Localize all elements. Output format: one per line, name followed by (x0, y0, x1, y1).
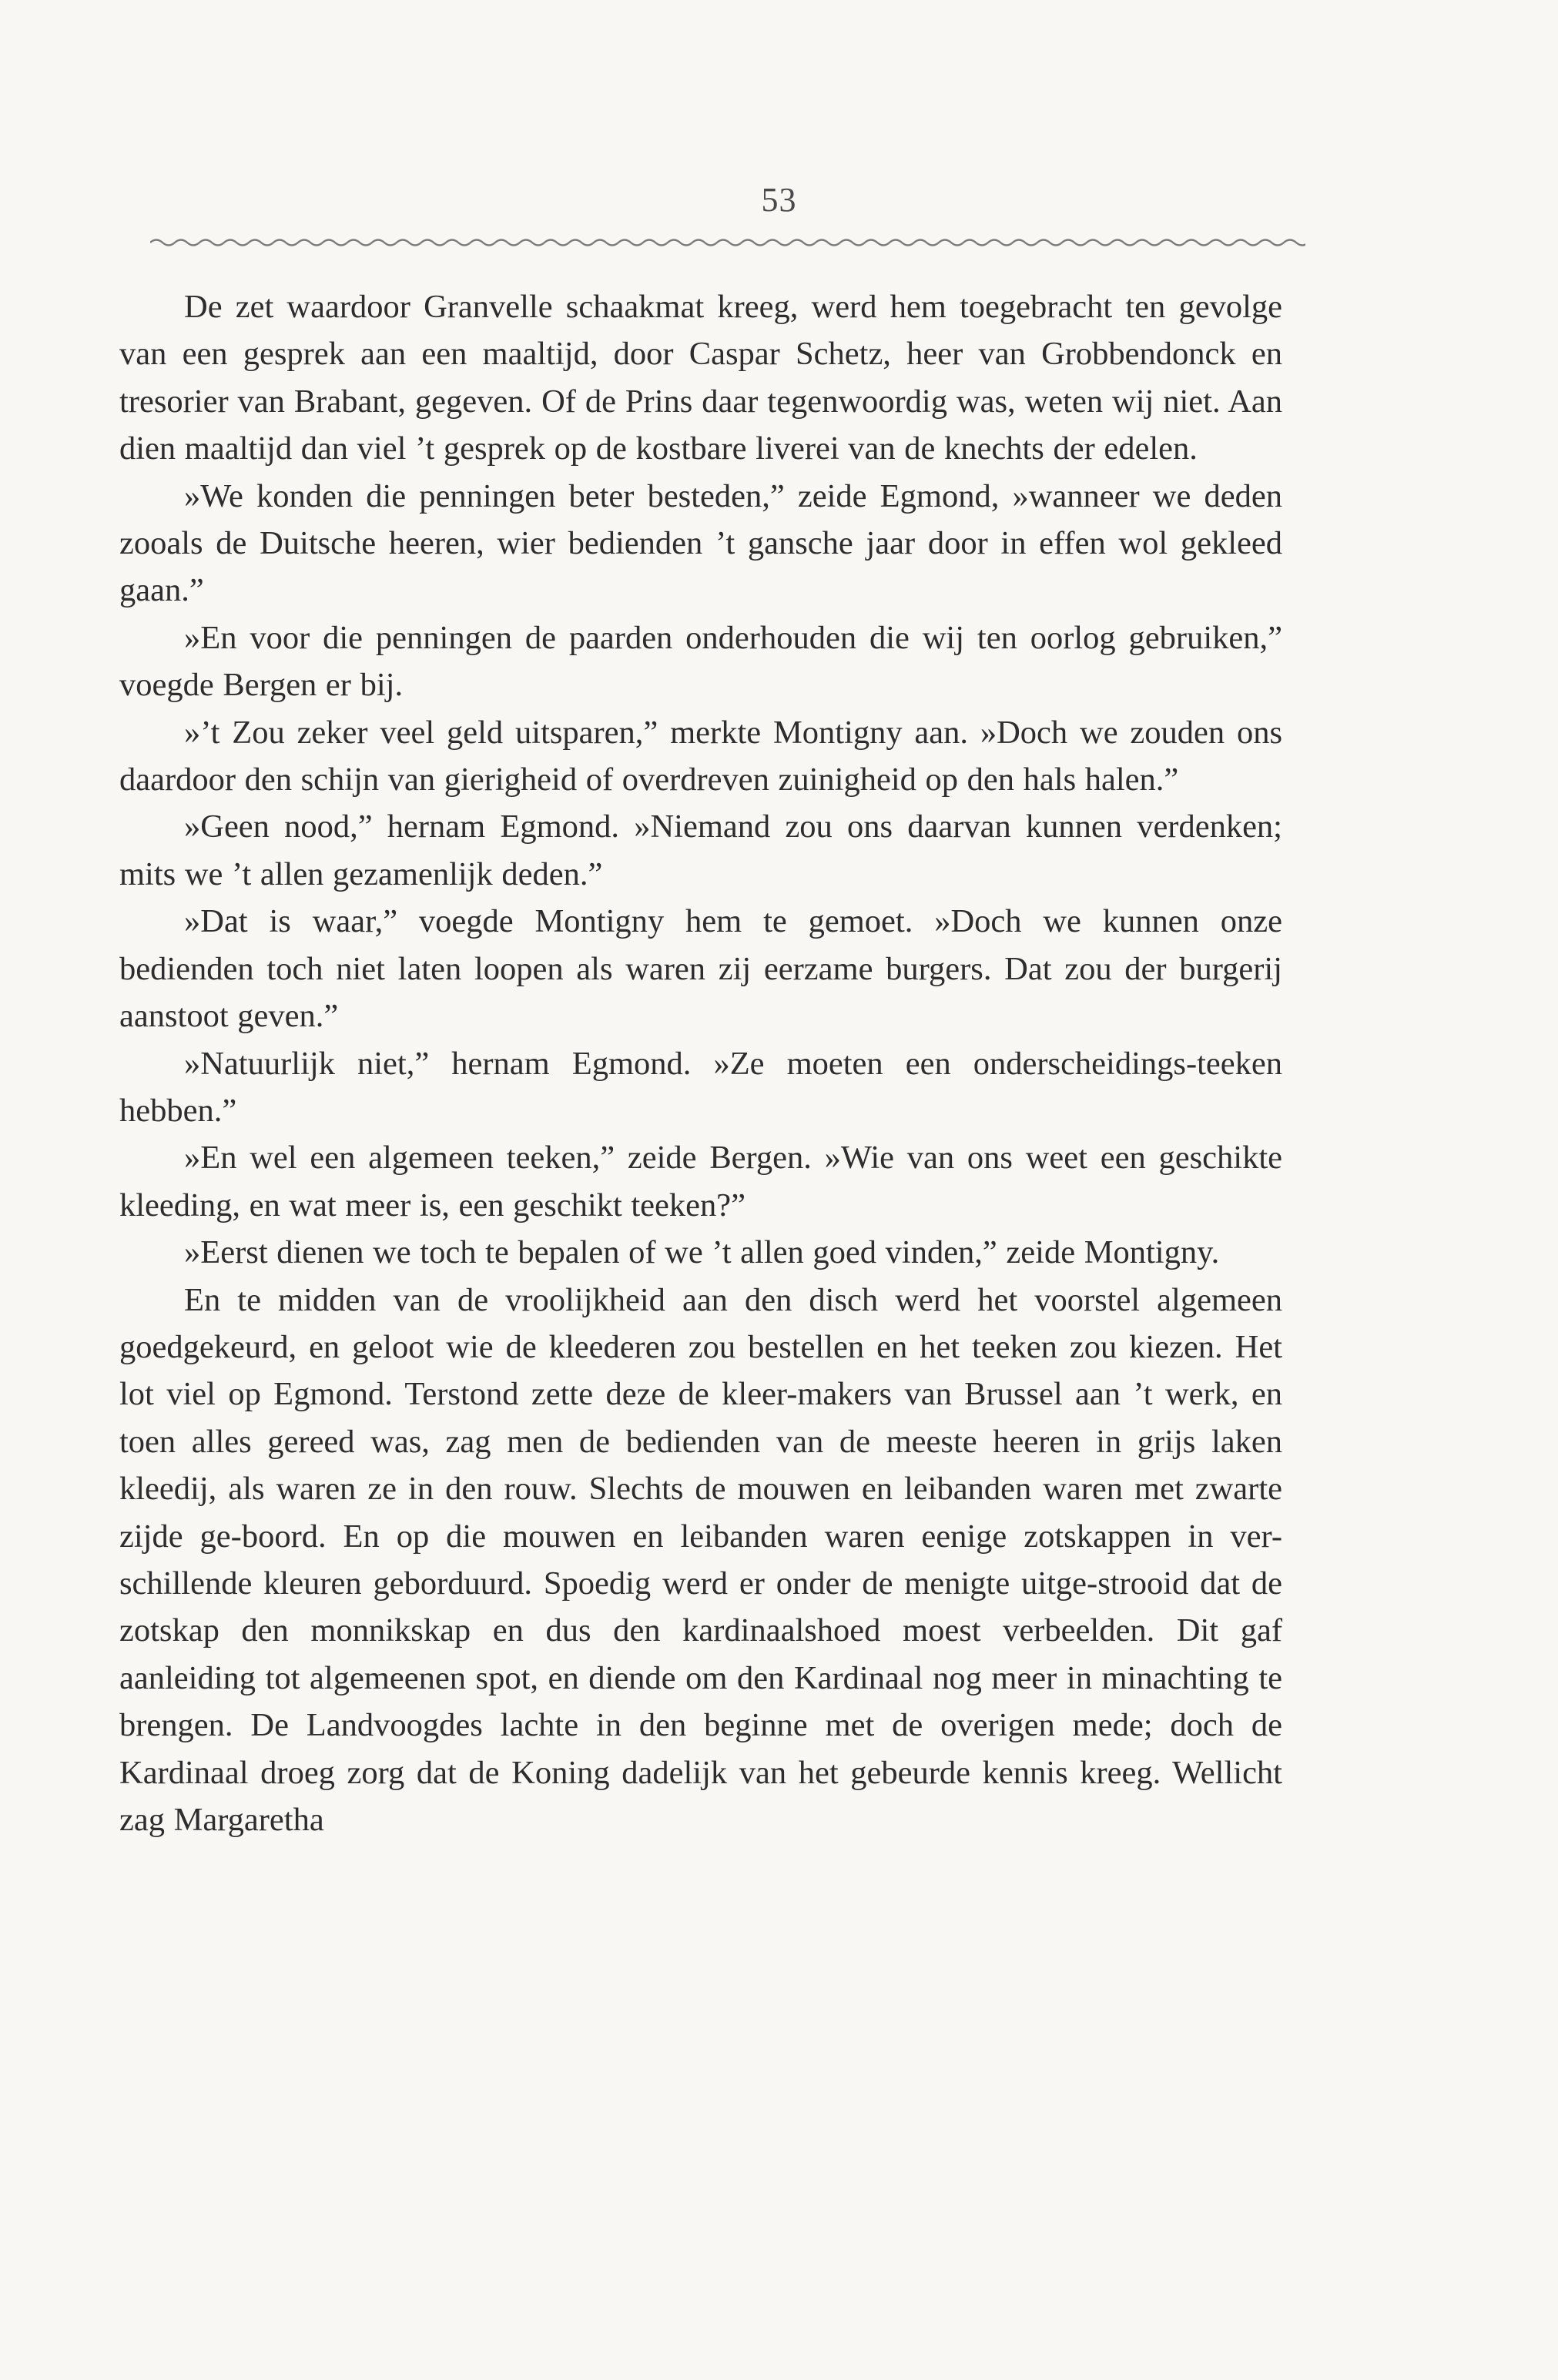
paragraph: »Dat is waar,” voegde Montigny hem te gemoet. »Doch we kunnen onze bedienden toch niet laten loopen als waren zij eerzame burgers. Dat zou der burgerij aanstoot geven.” (119, 903, 1282, 1035)
paragraph: »Geen nood,” hernam Egmond. »Niemand zou ons daarvan kunnen verdenken; mits we ’t allen gezamenlijk deden.” (119, 808, 1282, 892)
paragraph: »En wel een algemeen teeken,” zeide Bergen. »Wie van ons weet een geschikte kleeding, en wat meer is, een geschikt teeken?” (119, 1140, 1282, 1223)
decorative-wavy-rule (150, 231, 1305, 254)
paragraph: »Eerst dienen we toch te bepalen of we ’t allen goed vinden,” zeide Montigny. (184, 1234, 1220, 1271)
paragraph: »Natuurlijk niet,” hernam Egmond. »Ze moeten een onderscheidings-teeken hebben.” (119, 1045, 1282, 1129)
paragraph: »’t Zou zeker veel geld uitsparen,” merkte Montigny aan. »Doch we zouden ons daardoor den schijn van gierigheid of overdreven zuinigheid op den hals halen.” (119, 714, 1282, 798)
paragraph: En te midden van de vroolijkheid aan den disch werd het voorstel algemeen goedgekeurd, en geloot wie de kleederen zou bestellen en het teeken zou kiezen. Het lot viel op Egmond. Terstond zette deze de kleer-makers van Brussel aan ’t werk, en toen alles gereed was, zag men de bedienden van de meeste heeren in grijs laken kleedij, als waren ze in den rouw. Slechts de mouwen en leibanden waren met zwarte zijde ge-boord. En op die mouwen en leibanden waren eenige zotskappen in ver-schillende kleuren geborduurd. Spoedig werd er onder de menigte uitge-strooid dat de zotskap den monnikskap en dus den kardinaalshoed moest verbeelden. Dit gaf aanleiding tot algemeenen spot, en diende om den Kardinaal nog meer in minachting te brengen. De Landvoogdes lachte in den beginne met de overigen mede; doch de Kardinaal droeg zorg dat de Koning dadelijk van het gebeurde kennis kreeg. Wellicht zag Margaretha (119, 1281, 1282, 1838)
paragraph: »En voor die penningen de paarden onderhouden die wij ten oorlog gebruiken,” voegde Bergen er bij. (119, 619, 1282, 704)
page-number: 53 (761, 181, 797, 219)
body-text (119, 283, 1282, 1843)
paragraph: De zet waardoor Granvelle schaakmat kreeg, werd hem toegebracht ten gevolge van een gesprek aan een maaltijd, door Caspar Schetz, heer van Grobbendonck en tresorier van Brabant, gegeven. Of de Prins daar tegenwoordig was, weten wij niet. Aan dien maaltijd dan viel ’t gesprek op de kostbare liverei van de knechts der edelen. (119, 289, 1282, 467)
paragraph: »We konden die penningen beter besteden,” zeide Egmond, »wanneer we deden zooals de Duitsche heeren, wier bedienden ’t gansche jaar door in effen wol gekleed gaan.” (119, 477, 1282, 609)
